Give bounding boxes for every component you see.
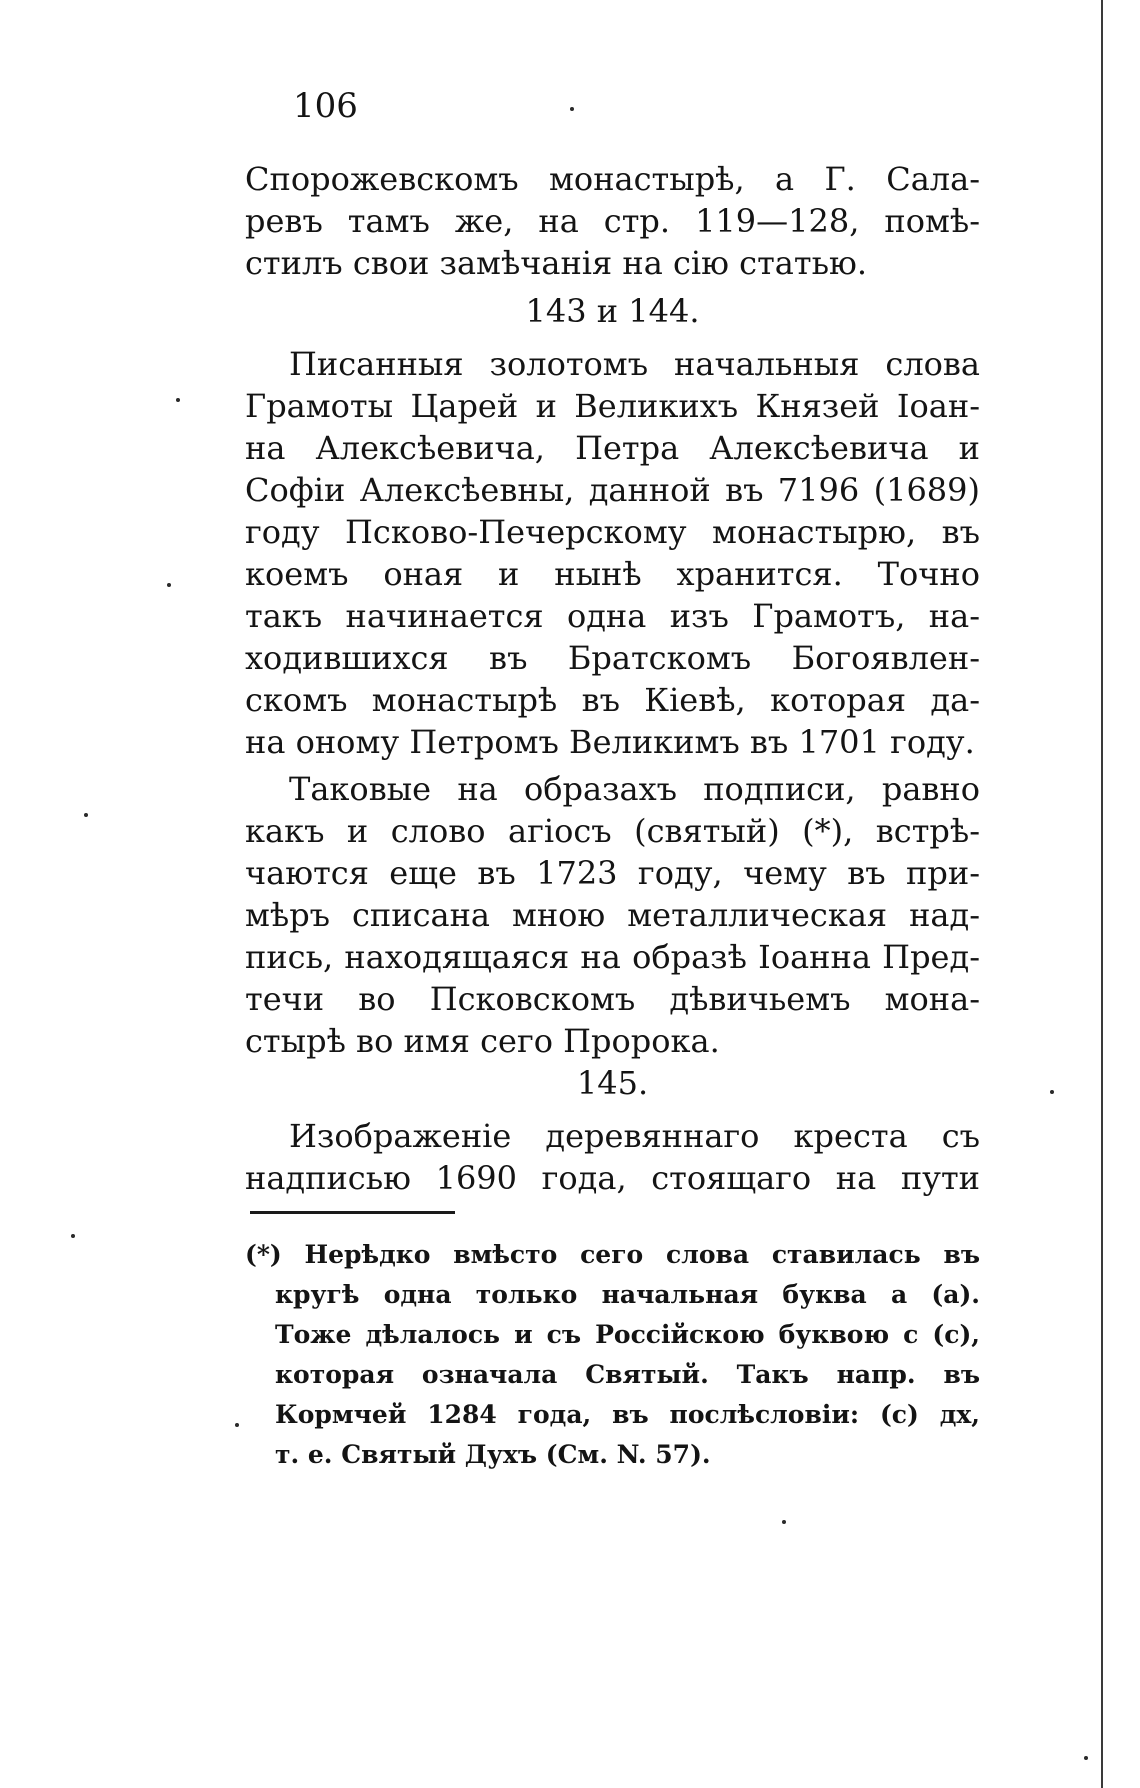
footnote-line: кругѣ одна только начальная буква а (а). [275,1280,980,1309]
text-line: скомъ монастырѣ въ Кіевѣ, которая да- [245,681,980,719]
scan-speck [1050,1090,1054,1094]
text-line: ходившихся въ Братскомъ Богоявлен- [245,639,980,677]
footnote [245,1235,980,1475]
scan-speck [235,1423,239,1427]
scan-speck [167,583,171,587]
footnote-line: Кормчей 1284 года, въ послѣсловіи: (с) дх, [275,1400,980,1429]
text-line: стырѣ во имя сего Пророка. [245,1022,720,1060]
text-line: надписью 1690 года, стоящаго на пути [245,1159,980,1197]
text-line: на Алексѣевича, Петра Алексѣевича и [245,429,980,467]
text-line: Грамоты Царей и Великихъ Князей Іоан- [245,387,980,425]
section-heading-143-144: 143 и 144. [525,292,700,330]
footnote-line: (*) Нерѣдко вмѣсто сего слова ставилась въ [245,1240,980,1269]
scan-speck [84,813,88,817]
paragraph-145 [245,1115,980,1199]
section-heading-145: 145. [576,1064,649,1102]
text-line: Таковые на образахъ подписи, равно [289,770,980,808]
text-line: ревъ тамъ же, на стр. 119—128, помѣ- [245,202,980,240]
paragraph-143-144 [245,343,980,763]
text-line: Изображеніе деревяннаго креста съ [289,1117,980,1155]
text-line: Писанныя золотомъ начальныя слова [289,345,980,383]
text-line: году Псково-Печерскому монастырю, въ [245,513,980,551]
text-line: такъ начинается одна изъ Грамотъ, на- [245,597,980,635]
text-line: мѣръ списана мною металлическая над- [245,896,980,934]
scan-speck [570,107,574,111]
footnote-separator [250,1211,455,1214]
scan-speck [71,1234,75,1238]
text-line: течи во Псковскомъ дѣвичьемъ мона- [245,980,980,1018]
text-line: Софіи Алексѣевны, данной въ 7196 (1689) [245,471,980,509]
footnote-line: т. е. Святый Духъ (См. N. 57). [275,1440,711,1469]
text-line: коемъ оная и нынѣ хранится. Точно [245,555,980,593]
scan-speck [1084,1756,1088,1760]
footnote-line: Тоже дѣлалось и съ Россійскою буквою с (с), [275,1320,980,1349]
text-line: чаются еще въ 1723 году, чему въ при- [245,854,980,892]
text-line: на оному Петромъ Великимъ въ 1701 году. [245,723,975,761]
page-number: 106 [293,86,358,126]
text-line: пись, находящаяся на образѣ Іоанна Пред- [245,938,980,976]
paragraph-continuation [245,158,980,284]
page-edge-rule [1101,0,1103,1788]
paragraph-icon-inscriptions [245,768,980,1062]
text-line: стилъ свои замѣчанія на сію статью. [245,244,868,282]
text-line: какъ и слово агiосъ (святый) (*), встрѣ- [245,812,980,850]
text-line: Спорожевскомъ монастырѣ, а Г. Сала- [245,160,980,198]
scan-speck [176,398,180,402]
footnote-line: которая означала Святый. Такъ напр. въ [275,1360,980,1389]
scan-speck [782,1520,786,1524]
